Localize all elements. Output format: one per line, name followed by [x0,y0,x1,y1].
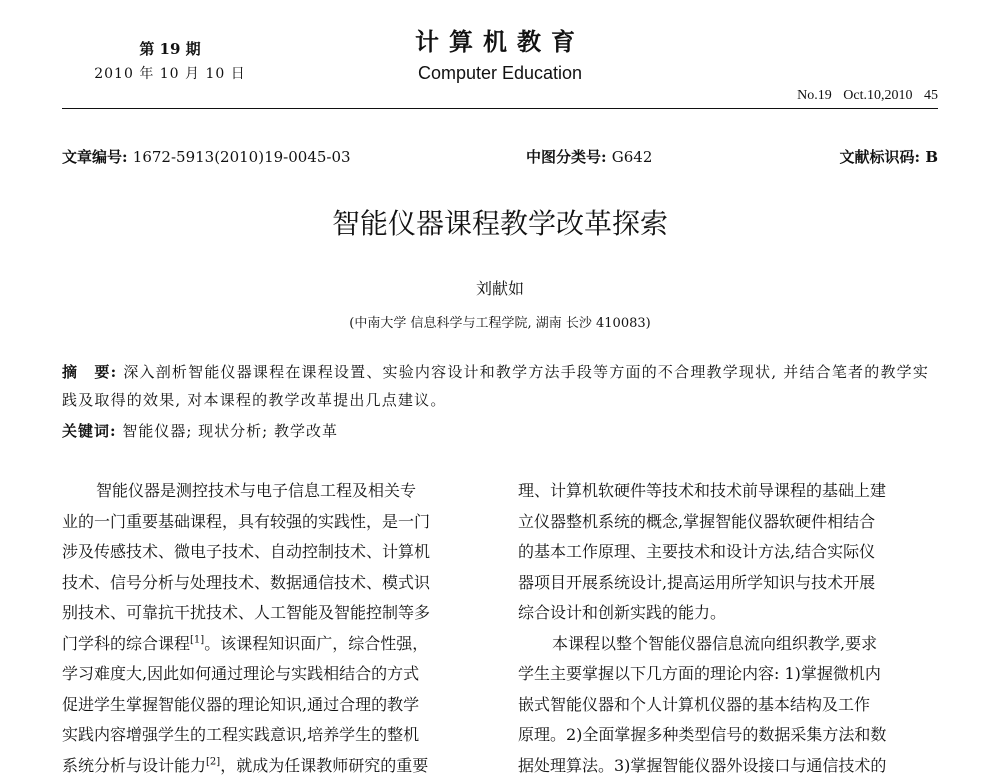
abstract [62,358,938,414]
body-line: 本课程以整个智能仪器信息流向组织教学,要求 [518,629,938,660]
affiliation: (中南大学 信息科学与工程学院, 湖南 长沙 410083) [0,312,1000,331]
keywords [62,420,938,441]
article-number-value: 1672-5913(2010)19-0045-03 [133,148,351,166]
citation-2: [2] [206,756,220,767]
pub-date: Oct.10,2010 [843,88,912,103]
body-line-with-citation [62,751,486,781]
body-line: 器项目开展系统设计,提高运用所学知识与技术开展 [518,568,938,599]
body-line: 学生主要掌握以下几方面的理论内容: 1)掌握微机内 [518,659,938,690]
article-number [62,146,351,167]
issue-number: 第 19 期 [70,38,270,59]
body-line: 业的一门重要基础课程，具有较强的实践性，是一门 [62,507,486,538]
body-line: 嵌式智能仪器和个人计算机仪器的基本结构及工作 [518,690,938,721]
issue-date: 2010 年 10 月 10 日 [70,63,270,83]
journal-title-cn: 计算机教育 [380,22,620,57]
body-line: 的基本工作原理、主要技术和设计方法,结合实际仪 [518,537,938,568]
body-line: 促进学生掌握智能仪器的理论知识,通过合理的教学 [62,690,486,721]
body-line: 综合设计和创新实践的能力。 [518,598,938,629]
body-line: 学习难度大,因此如何通过理论与实践相结合的方式 [62,659,486,690]
clc-value: G642 [612,148,653,166]
body-line: 据处理算法。3)掌握智能仪器外设接口与通信技术的 [518,751,938,781]
body-line: 涉及传感技术、微电子技术、自动控制技术、计算机 [62,537,486,568]
body-line: 立仪器整机系统的概念,掌握智能仪器软硬件相结合 [518,507,938,538]
document-code [840,146,938,167]
article-number-label: 文章编号: [62,148,128,166]
body-line: 实践内容增强学生的工程实践意识,培养学生的整机 [62,720,486,751]
keywords-label: 关键词: [62,422,117,440]
issue-no: No.19 [797,88,832,103]
abstract-label: 摘 要: [62,363,117,381]
issue-meta [789,88,938,104]
abstract-text: 深入剖析智能仪器课程在课程设置、实验内容设计和教学方法手段等方面的不合理教学现状, 并结合笔者的教学实践及取得的效果, 对本课程的教学改革提出几点建议。 [62,363,929,409]
document-code-label: 文献标识码: [840,148,921,166]
author: 刘献如 [0,276,1000,299]
journal-title-en: Computer Education [380,63,620,84]
document-code-value: B [925,148,938,166]
journal-name [380,22,620,84]
body-text: ，就成为任课教师研究的重要 [220,756,428,775]
issue-info [70,38,270,83]
clc-number [526,146,652,167]
body-text: 门学科的综合课程 [62,634,190,653]
page-number: 45 [924,88,938,103]
body-right-column [518,476,938,781]
body-line: 理、计算机软硬件等技术和技术前导课程的基础上建 [518,476,938,507]
keywords-text: 智能仪器; 现状分析; 教学改革 [122,422,338,440]
body-text: 。该课程知识面广，综合性强， [204,634,428,653]
body-left-column [62,476,486,781]
body-line: 智能仪器是测控技术与电子信息工程及相关专 [62,476,486,507]
body-line: 技术、信号分析与处理技术、数据通信技术、模式识 [62,568,486,599]
header-rule [62,108,938,109]
body-text: 系统分析与设计能力 [62,756,206,775]
clc-label: 中图分类号: [526,148,607,166]
paper-title: 智能仪器课程教学改革探索 [0,202,1000,242]
body-line-with-citation [62,629,486,660]
body-line: 原理。2)全面掌握多种类型信号的数据采集方法和数 [518,720,938,751]
citation-1: [1] [190,634,204,645]
body-line: 别技术、可靠抗干扰技术、人工智能及智能控制等多 [62,598,486,629]
